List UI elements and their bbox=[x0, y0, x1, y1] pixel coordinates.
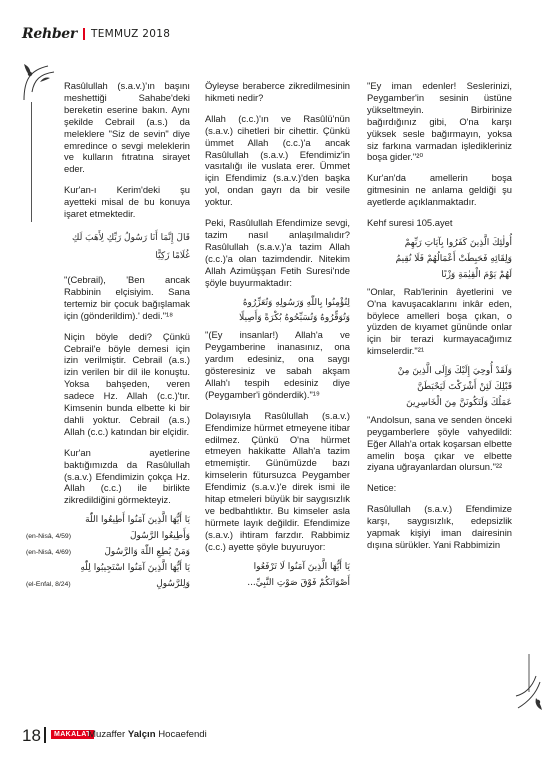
arabic-verse: وَمَنْ يُطِعِ اللّٰهَ وَالرَّسُولَ bbox=[104, 547, 190, 558]
paragraph: Kur'an ayetlerine baktığımızda da Rasûlullah (s.a.v.) Efendimizin çokça Hz. Allah (c.c.) ile birlikte zikredildiğini görmekteyiz. bbox=[64, 446, 190, 506]
arabic-verse: وَتُوَقِّرُوهُ وَتُسَبِّحُوهُ بُكْرَةً وَأَصِيلًا bbox=[239, 313, 350, 324]
arabic-verse: يَا أَيُّهَا الَّذِينَ آمَنُوا لَا تَرْفَعُوا bbox=[253, 561, 350, 572]
paragraph: Rasûlullah (s.a.v.) Efendimize karşı, saygısızlık, edepsizlik yapmak kişiyi iman dairesinin dışına sürükler. Yani Rabbimizin bbox=[367, 503, 512, 550]
section-label: Kehf suresi 105.ayet bbox=[367, 217, 453, 229]
issue-date: TEMMUZ 2018 bbox=[91, 28, 171, 40]
paragraph: Allah (c.c.)'ın ve Rasûlü'nün (s.a.v.) cihetleri bir cihettir. Çünkü ümmet Allah (c.c.)'a ancak Rasûlullah (s.a.v.) Efendimiz'in vasıtalığı ile vuslata erer. Ümmet için Efendimiz (s.a.v.)'den başka yol, ondan gayrı da bir vesile yoktur. bbox=[205, 112, 350, 208]
author-title: Hocaefendi bbox=[158, 729, 207, 740]
arabic-verse: قَبْلِكَ لَئِنْ أَشْرَكْتَ لَيَحْبَطَنَّ bbox=[417, 382, 512, 393]
verse-reference: (en-Nisâ, 4/59) bbox=[26, 533, 71, 541]
paragraph: Öyleyse beraberce zikredilmesinin hikmeti nedir? bbox=[205, 80, 350, 103]
paragraph: Kur'an'da amellerin boşa gitmesinin ne anlama geldiği şu ayetlerde açıklanmaktadır. bbox=[367, 172, 512, 208]
section-label: Netice: bbox=[367, 482, 397, 494]
page-header bbox=[22, 26, 170, 42]
arabic-verse: يَا أَيُّهَا الَّذِينَ آمَنُوا اسْتَجِيبُوا لِلّٰهِ bbox=[80, 563, 190, 573]
author-first-name: Muzaffer bbox=[88, 729, 126, 740]
arabic-verse: وَأَطِيعُوا الرَّسُولَ bbox=[129, 531, 190, 542]
paragraph: "Ey iman edenler! Seslerinizi, Peygamber'in sesinin üstüne yükseltmeyin. Birbirinize bağırdığınız gibi, O'na karşı yüksek sesle bağırmayın, yoksa siz farkına varmadan işledikleriniz boşa gider."²⁰ bbox=[367, 80, 512, 163]
verse-with-reference bbox=[26, 579, 190, 591]
verse-with-reference bbox=[26, 547, 190, 559]
arabic-verse: أُولٰئِكَ الَّذِينَ كَفَرُوا بِآيَاتِ رَبِّهِمْ bbox=[404, 237, 512, 248]
column-1 bbox=[26, 80, 190, 595]
footer-divider bbox=[44, 727, 46, 743]
corner-ornament-top-left bbox=[22, 62, 62, 102]
arabic-verse: أَصْوَاتَكُمْ فَوْقَ صَوْتِ النَّبِيِّ... bbox=[247, 577, 350, 588]
paragraph: Peki, Rasûlullah Efendimize sevgi, tazim nasıl anlaşılmalıdır? Rasûlullah (s.a.v.)'a tazim Allah (c.c.)'a olan tazimdendir. Nitekim Allah Azimüşşan Fetih Suresi'nde şöyle buyurmaktadır: bbox=[205, 217, 350, 288]
arabic-verse: وَلِلرَّسُولِ bbox=[156, 578, 190, 589]
author-last-name: Yalçın bbox=[127, 729, 156, 740]
arabic-verse: قَالَ إِنَّمَا أَنَا رَسُولُ رَبِّكِ لِأَهَبَ لَكِ غُلَامًا زَكِيًّا bbox=[71, 232, 190, 261]
arabic-verse: وَلِقَائِهِ فَحَبِطَتْ أَعْمَالُهُمْ فَلَا نُقِيمُ bbox=[395, 253, 512, 264]
left-vertical-rule bbox=[31, 102, 32, 222]
header-divider bbox=[83, 28, 85, 40]
arabic-verse: وَلَقَدْ أُوحِيَ إِلَيْكَ وَإِلَى الَّذِينَ مِنْ bbox=[397, 366, 512, 377]
author-byline bbox=[88, 729, 207, 740]
arabic-verse: عَمَلُكَ وَلَتَكُونَنَّ مِنَ الْخَاسِرِينَ bbox=[406, 397, 512, 408]
column-2 bbox=[205, 80, 350, 593]
section-tag: MAKALAT bbox=[51, 730, 94, 739]
verse-reference: (en-Nisâ, 4/69) bbox=[26, 549, 71, 557]
page-footer bbox=[0, 726, 553, 746]
paragraph: Kur'an-ı Kerim'deki şu ayetteki misal de bu konuya işaret etmektedir. bbox=[64, 184, 190, 220]
paragraph: "Onlar, Rab'lerinin âyetlerini ve O'na kavuşacaklarını inkâr eden, böylece amelleri boşa çıkan, o yüzden de kıyamet gününde onlar için bir terazi kurmayacağımız kimselerdir."²¹ bbox=[367, 285, 512, 357]
arabic-verse: لَهُمْ يَوْمَ الْقِيٰمَةِ وَزْنًا bbox=[441, 269, 512, 280]
verse-with-reference bbox=[26, 531, 190, 543]
paragraph: Niçin böyle dedi? Çünkü Cebrail'e böyle demesi için izin verilmiştir. Cebrail (a.s.) izin verilen bir dil ile konuştu. Yoksa bahşeden, veren sadece Hz. Allah (c.c.)'tır. Kimsenin bunda elbette ki bir dahli yoktur. Cebrail (a.s.) Allah (c.c.) katından bir elçidir. bbox=[64, 330, 190, 437]
paragraph: Dolayısıyla Rasûlullah (s.a.v.) Efendimize hürmet etmeyene itibar edilmez. Çünkü O'na hürmet etmeyen hakikatte Allah'a tazim etmemiştir. Günümüzde bazı kimselerin fütursuzca Peygamber Efendimiz (s.a.v.)'e direk ismi ile hitap etmeleri büyük bir saygısızlık ve bedbahtlıktır. Bu kimseler asla hürmete layık değildir. Efendimize (s.a.v.) ihtiram farzdır. Rabbimiz (c.c.) ayette şöyle buyuruyor: bbox=[205, 409, 350, 552]
arabic-verse: يَا أَيُّهَا الَّذِينَ آمَنُوا أَطِيعُوا اللّٰهَ bbox=[85, 515, 190, 526]
page-number: 18 bbox=[22, 726, 41, 745]
arabic-verse: لِتُؤْمِنُوا بِاللّٰهِ وَرَسُولِهِ وَتُعَزِّرُوهُ bbox=[242, 297, 350, 308]
corner-ornament-bottom-right bbox=[514, 652, 544, 712]
column-3 bbox=[367, 80, 512, 560]
paragraph: "Andolsun, sana ve senden önceki peygamberlere şöyle vahyedildi: Eğer Allah'a ortak koşarsan elbette amelin boşa çıkar ve elbette ziyana uğrayanlardan olursun."²² bbox=[367, 413, 512, 473]
verse-reference: (el-Enfal, 8/24) bbox=[26, 580, 71, 588]
paragraph: Rasûlullah (s.a.v.)'ın başını meshettiği Sahabe'deki bereketin eserine bakın. Aynı şekilde Cebrail (a.s.) da meleklere "Siz de sevin" diye emredince o sevgi meleklerin ve kulların fıtratına sirayet eder. bbox=[64, 80, 190, 175]
paragraph: "(Cebrail), 'Ben ancak Rabbinin elçisiyim. Sana tertemiz bir çocuk bağışlamak için (gönderildim).' dedi."¹⁸ bbox=[64, 273, 190, 321]
paragraph: "(Ey insanlar!) Allah'a ve Peygamberine inanasınız, ona yardım edesiniz, ona saygı gösteresiniz ve sabah akşam Allah'ı tespih edesiniz diye (Peygamber'i gönderdik)."¹⁹ bbox=[205, 329, 350, 400]
magazine-logo: Rehber bbox=[22, 26, 77, 42]
